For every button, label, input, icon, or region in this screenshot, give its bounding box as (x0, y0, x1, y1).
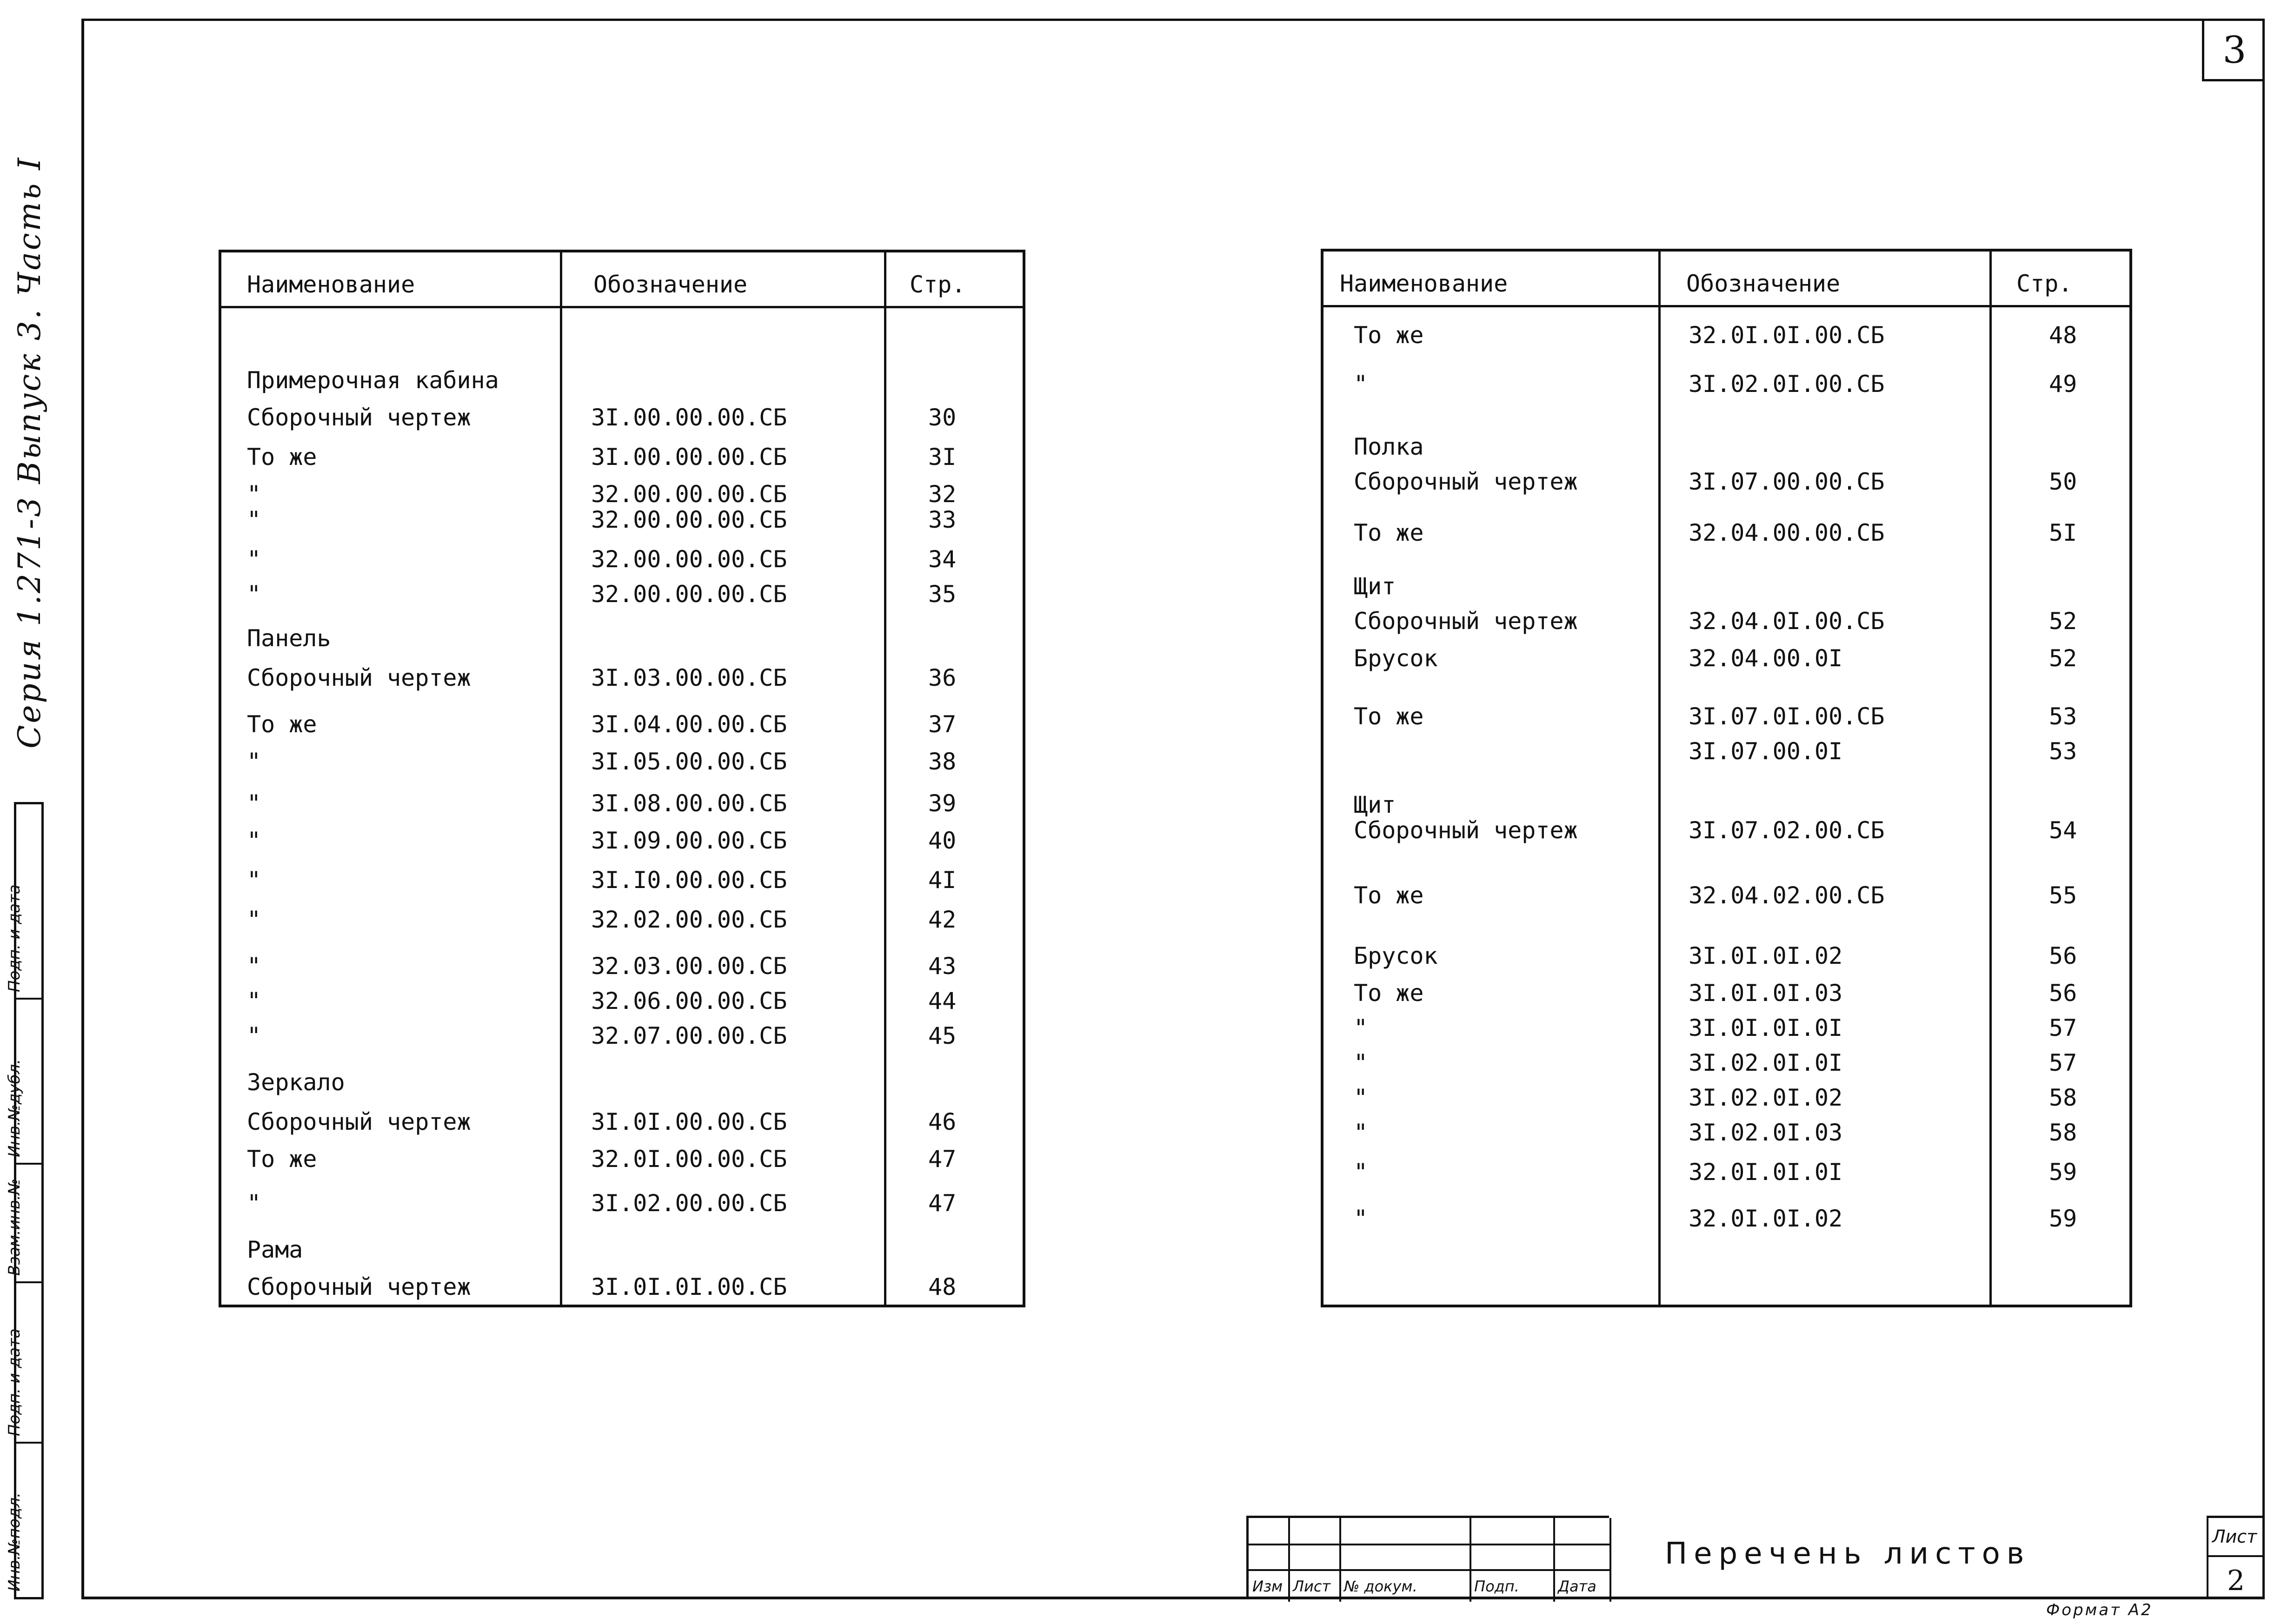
cell-name: " (1354, 1119, 1368, 1146)
cell-name: Полка (1354, 433, 1424, 460)
cell-code: 3I.02.0I.00.СБ (1689, 371, 1885, 398)
cell-page: 46 (928, 1108, 957, 1135)
cell-page: 53 (2049, 703, 2077, 730)
cell-name: " (247, 481, 261, 508)
cell-name: То же (1354, 322, 1424, 349)
cell-page: 33 (928, 506, 957, 533)
cell-code: 32.04.00.00.СБ (1689, 519, 1885, 546)
grid-line (1470, 1518, 1471, 1602)
col-label-date: Дата (1558, 1578, 1596, 1595)
cell-name: " (247, 953, 261, 980)
cell-name: " (247, 867, 261, 894)
cell-code: 32.03.00.00.СБ (591, 953, 787, 980)
cell-page: 53 (2049, 738, 2077, 765)
cell-code: 32.0I.0I.02 (1689, 1205, 1843, 1232)
cell-name: Рама (247, 1236, 303, 1263)
cell-page: 40 (928, 827, 957, 854)
cell-code: 32.0I.0I.00.СБ (1689, 322, 1885, 349)
grid-line (1609, 1518, 1611, 1602)
cell-name: " (247, 827, 261, 854)
side-cell-sign-date-2 (5, 804, 41, 1000)
cell-page: 49 (2049, 371, 2077, 398)
cell-code: 32.00.00.00.СБ (591, 506, 787, 533)
cell-code: 32.00.00.00.СБ (591, 481, 787, 508)
side-stamp (5, 802, 44, 1599)
cell-name: Брусок (1354, 942, 1438, 969)
cell-code: 3I.09.00.00.СБ (591, 827, 787, 854)
cell-page: 36 (928, 664, 957, 691)
cell-code: 32.04.0I.00.СБ (1689, 608, 1885, 635)
col-label-sheet: Лист (1293, 1578, 1331, 1595)
cell-name: Сборочный чертеж (1354, 817, 1578, 844)
header-name: Наименование (247, 271, 415, 298)
cell-page: 57 (2049, 1014, 2077, 1041)
cell-name: То же (1354, 703, 1424, 730)
col-label-doc-no: № докум. (1344, 1578, 1417, 1595)
cell-name: " (247, 1022, 261, 1049)
cell-page: 39 (928, 790, 957, 817)
side-cell-label: Подп. и дата (5, 1328, 24, 1436)
cell-page: 47 (928, 1190, 957, 1217)
cell-code: 3I.03.00.00.СБ (591, 664, 787, 691)
cell-page: 58 (2049, 1084, 2077, 1111)
cell-page: 43 (928, 953, 957, 980)
sheet-number-box (2202, 21, 2265, 81)
cell-code: 3I.07.00.0I (1689, 738, 1843, 765)
cell-code: 3I.00.00.00.СБ (591, 444, 787, 471)
cell-code: 3I.05.00.00.СБ (591, 748, 787, 775)
cell-name: " (247, 506, 261, 533)
table-header (221, 252, 1023, 308)
side-cell-sign-date-1 (5, 1283, 41, 1444)
cell-name: Примерочная кабина (247, 367, 499, 394)
cell-code: 3I.02.00.00.СБ (591, 1190, 787, 1217)
title-block (1246, 1516, 2265, 1599)
header-code: Обозначение (1686, 270, 1841, 297)
column-divider (884, 252, 886, 1305)
table-header (1323, 252, 2129, 307)
cell-page: 3I (928, 444, 957, 471)
cell-code: 32.06.00.00.СБ (591, 988, 787, 1014)
cell-code: 3I.00.00.00.СБ (591, 404, 787, 431)
cell-name: Сборочный чертеж (1354, 608, 1578, 635)
cell-name: Брусок (1354, 645, 1438, 672)
cell-name: Зеркало (247, 1069, 345, 1096)
cell-name: " (247, 581, 261, 608)
sheet-list-table-left (219, 250, 1025, 1307)
grid-line (1288, 1518, 1290, 1602)
cell-code: 3I.I0.00.00.СБ (591, 867, 787, 894)
cell-page: 42 (928, 906, 957, 933)
cell-page: 5I (2049, 519, 2077, 546)
side-cell-label: Инв.№подл. (5, 1492, 24, 1591)
cell-name: " (247, 546, 261, 573)
side-cell-orig-inv (5, 1444, 41, 1597)
sheet-value: 2 (2227, 1564, 2245, 1597)
sheet-divider (2208, 1555, 2265, 1557)
cell-page: 30 (928, 404, 957, 431)
cell-code: 3I.0I.0I.00.СБ (591, 1273, 787, 1300)
grid-line (1249, 1544, 1611, 1545)
cell-page: 59 (2049, 1205, 2077, 1232)
cell-page: 48 (2049, 322, 2077, 349)
cell-page: 35 (928, 581, 957, 608)
cell-code: 3I.0I.00.00.СБ (591, 1108, 787, 1135)
cell-name: Щит (1354, 791, 1396, 818)
cell-page: 52 (2049, 608, 2077, 635)
sheet-label: Лист (2212, 1526, 2257, 1547)
sheet-list-table-right (1321, 249, 2132, 1307)
side-cell-label: Взам.инв.№ (5, 1178, 24, 1276)
cell-page: 32 (928, 481, 957, 508)
cell-code: 3I.02.0I.02 (1689, 1084, 1843, 1111)
cell-name: Сборочный чертеж (1354, 468, 1578, 495)
series-label: Серия 1.271-3 Выпуск 3. Часть I (12, 156, 47, 749)
format-label: Формат А2 (2046, 1601, 2153, 1619)
cell-code: 3I.02.0I.0I (1689, 1049, 1843, 1076)
column-divider (560, 252, 562, 1305)
cell-name: " (1354, 1205, 1368, 1232)
cell-page: 47 (928, 1146, 957, 1173)
grid-line (1249, 1569, 1611, 1571)
cell-name: " (247, 1190, 261, 1217)
sheet-cell (2207, 1516, 2265, 1599)
cell-code: 32.00.00.00.СБ (591, 581, 787, 608)
cell-name: " (1354, 1014, 1368, 1041)
header-page: Стр. (910, 271, 966, 298)
grid-line (1553, 1518, 1555, 1602)
cell-name: То же (1354, 519, 1424, 546)
side-cell-label: Подп. и дата (5, 884, 24, 992)
cell-code: 3I.07.00.00.СБ (1689, 468, 1885, 495)
cell-page: 37 (928, 711, 957, 738)
cell-name: Панель (247, 625, 331, 652)
cell-name: То же (247, 711, 317, 738)
header-page: Стр. (2016, 270, 2073, 297)
cell-page: 48 (928, 1273, 957, 1300)
cell-page: 34 (928, 546, 957, 573)
cell-code: 3I.0I.0I.0I (1689, 1014, 1843, 1041)
cell-page: 38 (928, 748, 957, 775)
cell-name: " (247, 790, 261, 817)
cell-page: 52 (2049, 645, 2077, 672)
cell-name: " (1354, 1159, 1368, 1186)
col-label-signature: Подп. (1474, 1578, 1519, 1595)
cell-name: Сборочный чертеж (247, 664, 471, 691)
cell-code: 32.0I.00.00.СБ (591, 1146, 787, 1173)
cell-name: " (1354, 1049, 1368, 1076)
cell-code: 3I.0I.0I.03 (1689, 980, 1843, 1007)
cell-page: 50 (2049, 468, 2077, 495)
column-divider (1989, 252, 1992, 1305)
cell-page: 54 (2049, 817, 2077, 844)
cell-name: " (247, 988, 261, 1014)
header-code: Обозначение (593, 271, 748, 298)
cell-code: 32.07.00.00.СБ (591, 1022, 787, 1049)
side-cell-label: Инв.№дубл. (5, 1059, 24, 1157)
cell-code: 3I.0I.0I.02 (1689, 942, 1843, 969)
cell-name: " (247, 748, 261, 775)
cell-name: Сборочный чертеж (247, 404, 471, 431)
sheet-number: 3 (2222, 28, 2247, 72)
cell-name: То же (1354, 882, 1424, 909)
cell-page: 45 (928, 1022, 957, 1049)
cell-code: 3I.02.0I.03 (1689, 1119, 1843, 1146)
side-cell-dup-inv (5, 1000, 41, 1165)
column-divider (1658, 252, 1661, 1305)
revision-grid (1246, 1516, 1609, 1599)
cell-page: 4I (928, 867, 957, 894)
cell-name: " (247, 906, 261, 933)
cell-name: Сборочный чертеж (247, 1108, 471, 1135)
cell-name: То же (247, 444, 317, 471)
cell-page: 44 (928, 988, 957, 1014)
cell-page: 56 (2049, 942, 2077, 969)
cell-name: Щит (1354, 573, 1396, 600)
cell-page: 56 (2049, 980, 2077, 1007)
cell-name: " (1354, 1084, 1368, 1111)
drawing-title: Перечень листов (1665, 1537, 2031, 1571)
cell-page: 57 (2049, 1049, 2077, 1076)
header-name: Наименование (1340, 270, 1508, 297)
cell-code: 3I.07.02.00.СБ (1689, 817, 1885, 844)
grid-line (1339, 1518, 1341, 1602)
cell-page: 58 (2049, 1119, 2077, 1146)
cell-name: Сборочный чертеж (247, 1273, 471, 1300)
cell-name: То же (247, 1146, 317, 1173)
cell-code: 32.04.02.00.СБ (1689, 882, 1885, 909)
side-cell-replace-inv (5, 1165, 41, 1283)
cell-name: " (1354, 371, 1368, 398)
cell-page: 59 (2049, 1159, 2077, 1186)
cell-code: 3I.08.00.00.СБ (591, 790, 787, 817)
cell-code: 32.02.00.00.СБ (591, 906, 787, 933)
col-label-change: Изм (1252, 1578, 1283, 1595)
cell-code: 3I.07.0I.00.СБ (1689, 703, 1885, 730)
cell-name: То же (1354, 980, 1424, 1007)
cell-code: 32.0I.0I.0I (1689, 1159, 1843, 1186)
cell-code: 32.04.00.0I (1689, 645, 1843, 672)
cell-code: 3I.04.00.00.СБ (591, 711, 787, 738)
cell-page: 55 (2049, 882, 2077, 909)
cell-code: 32.00.00.00.СБ (591, 546, 787, 573)
